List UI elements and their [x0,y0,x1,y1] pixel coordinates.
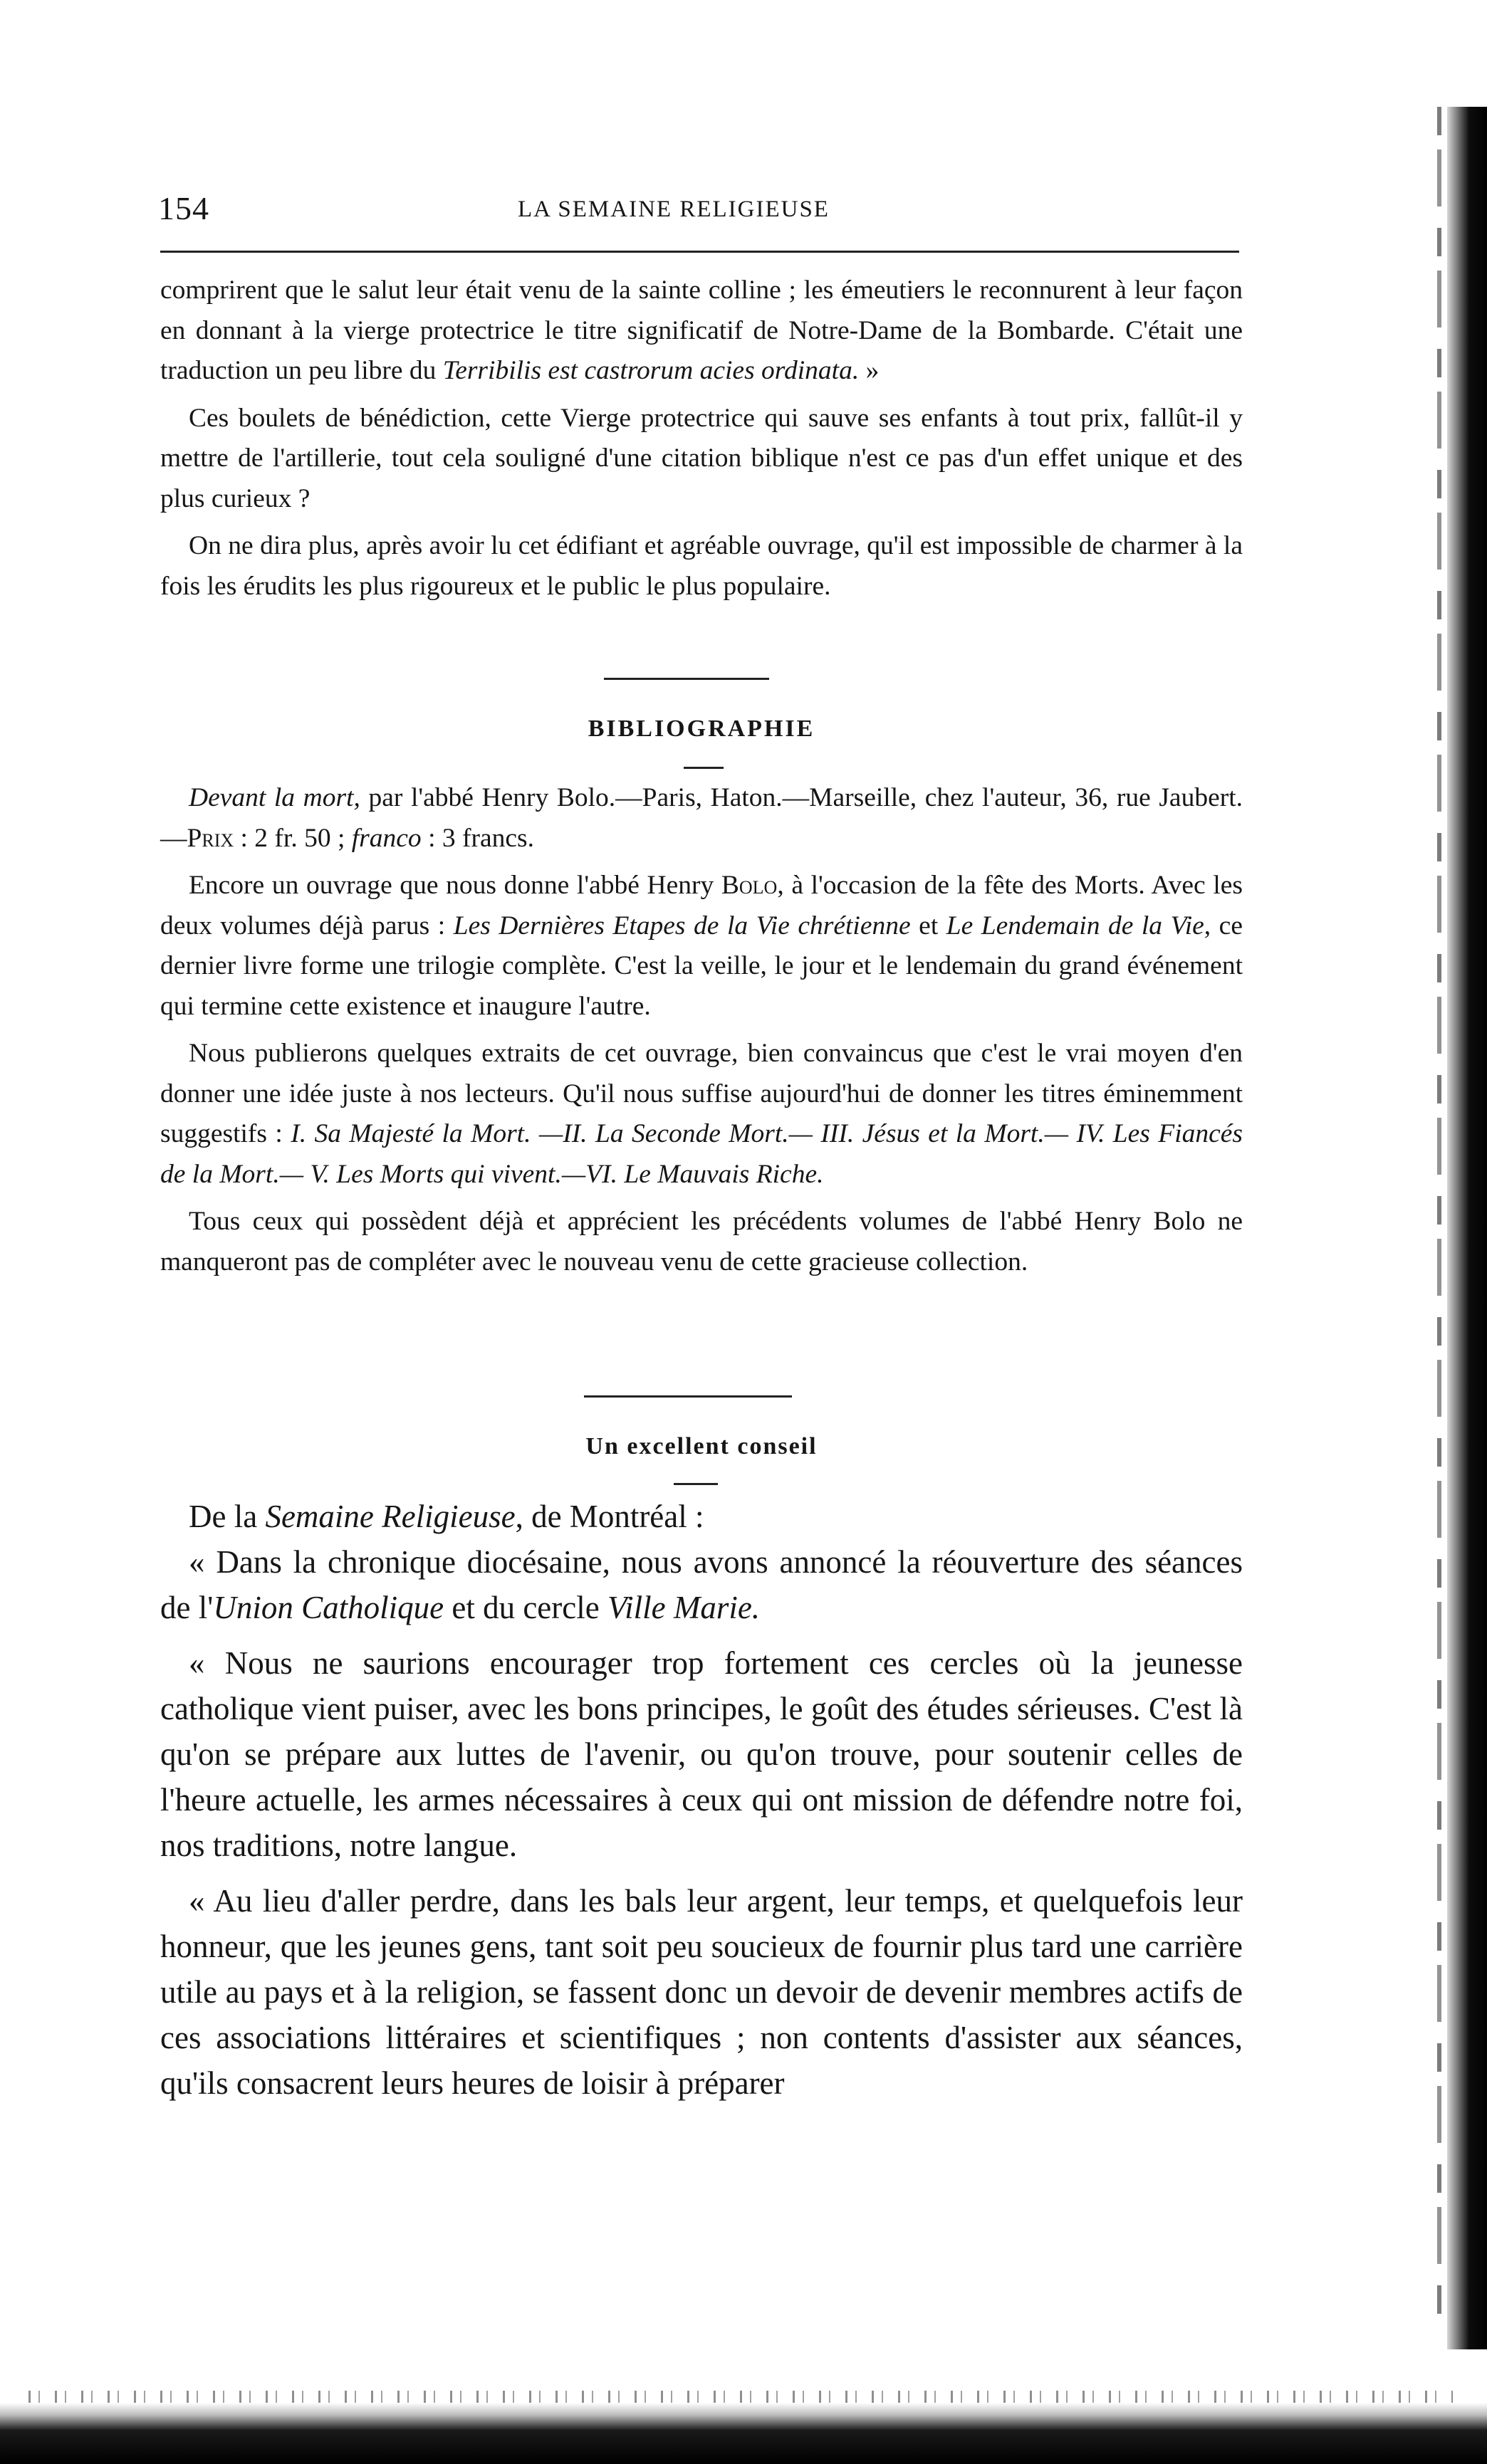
scan-bottom-shadow [0,2403,1487,2464]
chapter-titles: I. Sa Majesté la Mort. —II. La Seconde Mort.— III. Jésus et la Mort.— IV. Les Fiancés de la Mort.— V. Les Morts qui vivent.—VI. Le Mauvais Riche. [160,1119,1243,1189]
bibliographie-entry [160,778,1243,859]
franco-value: : 3 francs. [421,823,534,853]
price-label: Prix [187,823,234,853]
conseil-source [160,1494,1243,1539]
source-journal: Semaine Religieuse [265,1499,516,1534]
conseil-p1-b: et du cercle [444,1590,607,1625]
source-prefix: De la [189,1499,266,1534]
page-number: 154 [158,190,209,226]
bibliographie-paragraph-4: Tous ceux qui possèdent déjà et apprécient les précédents volumes de l'abbé Henry Bolo ne manqueront pas de compléter avec le nouveau venu de cette gracieuse collection. [160,1207,1243,1276]
author-name: Bolo [721,871,778,900]
intro-paragraph-3: On ne dira plus, après avoir lu cet édifiant et agréable ouvrage, qu'il est impossible de charmer à la fois les érudits les plus rigoureux et le public le plus populaire. [160,531,1243,601]
intro-paragraph-1 [160,271,1243,392]
intro-p1-latin: Terribilis est castrorum acies ordinata. [442,356,860,385]
book-title: Devant la mort, [189,783,360,812]
conseil-heading: Un excellent conseil [585,1433,818,1459]
book-title-dernieres-etapes: Les Dernières Etapes de la Vie chrétienne [453,911,911,940]
scan-edge-marks [1437,107,1441,2314]
intro-p1-text: comprirent que le salut leur était venu de la sainte colline ; les émeutiers le reconnurent à leur façon en donnant à la vierge protectrice le titre significatif de Notre-Dame de la Bombarde. C'était une traduction un peu libre du [160,276,1243,385]
franco-label: franco [351,823,422,853]
bibliographie-heading: BIBLIOGRAPHIE [588,715,815,742]
conseil-block [160,1494,1243,2106]
ville-marie: Ville Marie. [607,1590,761,1625]
heading-dash-2 [674,1483,718,1485]
conseil-paragraph-3: « Au lieu d'aller perdre, dans les bals leur argent, leur temps, et quelquefois leur honneur, que les jeunes gens, tant soit peu soucieux de fournir plus tard une carrière utile au pays et à la religion, se fassent donc un devoir de devenir membres actifs de ces associations littéraires et scientifiques ; non contents d'assister aux séances, qu'ils consacrent leurs heures de loisir à préparer [160,1883,1243,2101]
bibliographie-paragraph-2 [160,866,1243,1027]
bibliographie-paragraph-3 [160,1034,1243,1195]
intro-block [160,271,1243,607]
book-publisher: par l'abbé Henry Bolo.—Paris, Haton.—Marseille, chez l'auteur, 36, rue Jaubert.— [160,783,1243,853]
union-catholique: Union Catholique [213,1590,444,1625]
bibliographie-block [160,778,1243,1282]
bib-p3-a: Nous publierons quelques extraits de cet ouvrage, bien convaincus que c'est le vrai moyen d'en donner une idée juste à nos lecteurs. Qu'il nous suffise aujourd'hui de donner les titres éminemment suggestifs : [160,1039,1243,1148]
conseil-paragraph-1 [160,1539,1243,1630]
book-title-lendemain: Le Lendemain de la Vie [946,911,1204,940]
heading-dash-1 [684,767,724,769]
running-head: LA SEMAINE RELIGIEUSE [518,196,830,222]
bib-p2-d: , ce dernier livre forme une trilogie complète. C'est la veille, le jour et le lendemain du grand événement qui termine cette existence et inaugure l'autre. [160,911,1243,1021]
conseil-paragraph-2: « Nous ne saurions encourager trop fortement ces cercles où la jeunesse catholique vient puiser, avec les bons principes, le goût des études sérieuses. C'est là qu'on se prépare aux luttes de l'avenir, ou qu'on trouve, pour soutenir celles de l'heure actuelle, les armes nécessaires à ceux qui ont mission de défendre notre foi, nos traditions, notre langue. [160,1645,1243,1863]
conseil-p1-a: « Dans la chronique diocésaine, nous avons annoncé la réouverture des séances de l' [160,1544,1243,1625]
bib-p2-b: , à l'occasion de la fête des Morts. Avec les deux volumes déjà parus : [160,871,1243,940]
bib-p2-c: et [910,911,946,940]
section-rule-2 [584,1395,792,1398]
header-rule [160,251,1239,253]
scan-edge-shadow [1447,107,1487,2349]
intro-paragraph-2: Ces boulets de bénédiction, cette Vierge protectrice qui sauve ses enfants à tout prix, fallût-il y mettre de l'artillerie, tout cela souligné d'une citation biblique n'est ce pas d'un effet unique et des plus curieux ? [160,403,1243,513]
price-value: : 2 fr. 50 ; [234,823,352,853]
section-rule-1 [604,678,769,680]
page-header [158,191,1235,226]
bib-p2-a: Encore un ouvrage que nous donne l'abbé Henry [189,871,721,900]
intro-p1-end: » [859,356,880,385]
source-suffix: , de Montréal : [515,1499,704,1534]
